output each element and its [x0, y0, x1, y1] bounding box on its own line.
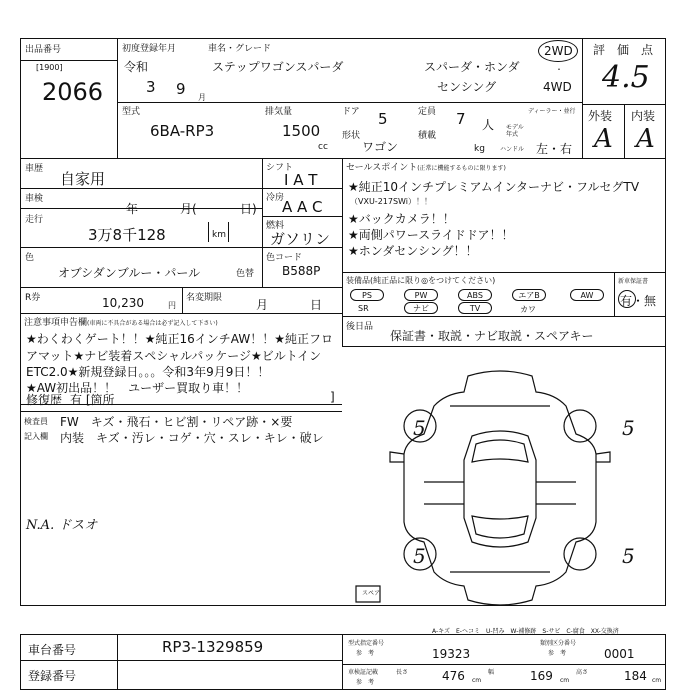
note-line-2: アマット★ナビ装着スペシャルパッケージ★ビルトイン: [26, 349, 322, 363]
repair-bracket-close: ]: [330, 390, 335, 404]
footer-right-split: [342, 634, 343, 690]
type-number: 19323: [432, 647, 471, 661]
load-label: 積載: [418, 131, 437, 141]
ac-value: A A C: [282, 198, 323, 216]
km-divider-left: [208, 222, 209, 242]
tire-mark-front-left: 5: [413, 416, 426, 440]
inspector-int-label: 記入欄: [24, 432, 48, 441]
sales-points-title: セールスポイント: [346, 163, 418, 173]
mileage: 3万8千128: [88, 226, 166, 244]
rule-equip-bottom: [342, 316, 666, 317]
rule-notes-top: [20, 313, 342, 314]
interior-label: 内装: [631, 109, 656, 123]
footer-left-split: [117, 634, 118, 690]
inspection-label: 車検: [25, 194, 44, 204]
rule-title-left: [182, 287, 183, 313]
equip-tv: TV: [458, 302, 492, 314]
interior-grade: A: [636, 124, 655, 154]
first-registration-label: 初度登録年月: [122, 44, 177, 54]
equipment-label: [346, 275, 495, 286]
width-value: 169: [530, 669, 553, 683]
width-label: 幅: [488, 669, 495, 676]
tire-mark-rear-left: 5: [413, 544, 426, 568]
rule-history-b: [20, 208, 262, 209]
fuel-value: ガソリン: [270, 230, 331, 248]
length-label: 長さ: [396, 669, 409, 676]
equip-pw: PW: [404, 289, 438, 301]
inspector-int-row: 内装 キズ・汚レ・コゲ・穴・スレ・キレ・破レ: [60, 431, 324, 445]
handle-side: 左・右: [536, 142, 573, 156]
recycle-value: 10,230: [102, 296, 144, 310]
recycle-yen: 円: [168, 301, 176, 310]
overall-score: 4.5: [602, 60, 650, 95]
repair-value: 有 [箇所: [70, 393, 115, 407]
notes-title: 注意事項申告欄: [24, 318, 88, 328]
sales-point-3: ★バックカメラ！！: [348, 212, 455, 226]
handle-label: ハンドル: [500, 146, 525, 153]
color-value: オブシダンブルー・パール: [58, 266, 201, 280]
dealer-label: ディーラー・並行: [528, 108, 576, 115]
reg-year: 3: [146, 78, 156, 96]
sales-point-2: （VXU-217SWi）！！: [350, 197, 432, 206]
equipment-title: 装備品: [346, 276, 370, 285]
score-label: 評 価 点: [593, 43, 654, 57]
cc-unit: cc: [318, 142, 328, 152]
equip-abs: ABS: [458, 289, 492, 301]
person-unit: 人: [482, 118, 495, 132]
tire-mark-rear-right: 5: [622, 544, 635, 568]
class-number-sub: 参 考: [548, 650, 567, 657]
inspection-year: 年: [126, 202, 139, 216]
capacity-label: 定員: [418, 107, 437, 117]
height-label: 高さ: [576, 669, 589, 676]
car-name: ステップワゴンスパーダ: [212, 60, 344, 74]
height-value: 184: [624, 669, 647, 683]
equip-sr: SR: [358, 304, 369, 313]
equipment-note: (純正品に限り◎をつけてください): [370, 276, 496, 285]
model-code: 6BA-RP3: [150, 122, 215, 140]
rule-after-bottom: [342, 346, 666, 347]
history-value: 自家用: [60, 170, 106, 188]
equip-aw: AW: [570, 289, 604, 301]
model-label: 型式: [122, 107, 141, 117]
lot-number: 2066: [42, 78, 104, 106]
notes-label: [24, 315, 218, 328]
chassis-label: 車台番号: [28, 643, 77, 657]
model-year-label: モデル年式: [506, 124, 524, 138]
footer-right-rule: [342, 664, 666, 665]
displacement-label: 排気量: [265, 107, 293, 117]
sales-points-note: (正常に機能するものに限ります): [417, 165, 506, 172]
car-damage-diagram: [350, 362, 650, 612]
km-unit: km: [212, 230, 226, 240]
rule-score-split: [624, 104, 625, 158]
rule-colorcode-left: [262, 247, 263, 287]
shift-value: I A T: [284, 171, 318, 189]
equip-navi: ナビ: [404, 302, 438, 314]
color-label: 色: [25, 253, 35, 263]
equip-ps: PS: [350, 289, 384, 301]
title-day: 日: [310, 298, 323, 312]
drive-2wd: 2WD: [544, 44, 573, 58]
title-month: 月: [256, 298, 269, 312]
inspector-ext-label: 検査員: [24, 417, 48, 426]
after-items-label: 後日品: [346, 322, 374, 332]
rule-score-left: [582, 38, 583, 158]
equip-leather: カワ: [520, 305, 536, 314]
tire-mark-front-right: 5: [622, 416, 635, 440]
fuel-label: 燃料: [266, 221, 285, 231]
length-value: 476: [442, 669, 465, 683]
footer-row-rule: [20, 660, 342, 661]
height-unit: cm: [652, 677, 662, 684]
equip-airbag: エアB: [512, 289, 546, 301]
color-code: B588P: [282, 264, 321, 278]
note-line-3: ETC2.0★新規登録日。。。令和3年9月9日！！: [26, 365, 270, 379]
color-change-label: 色替: [236, 269, 255, 279]
damage-legend: A-キズ E-ヘコミ U-凹み W-補修跡 S-サビ C-腐食 XX-交換済: [432, 628, 619, 635]
warranty-value: 有・無: [620, 294, 657, 308]
rule-inspector-top: [20, 411, 342, 412]
notes-subtitle: (車両に不具合がある場合は必ず記入して下さい): [87, 320, 218, 327]
note-line-4: ★AW初出品！！ ユーザー買取り車！！: [26, 381, 249, 395]
drive-4wd: 4WD: [543, 80, 572, 94]
displacement: 1500: [282, 122, 321, 140]
rule-lot-right: [117, 38, 118, 158]
body-shape: ワゴン: [362, 140, 399, 154]
inspector-signature: N.A. ドスオ: [26, 518, 98, 533]
sales-point-1: ★純正10インチプレミアムインターナビ・フルセグTV: [348, 180, 640, 194]
reg-month: 9: [176, 80, 186, 98]
era: 令和: [124, 60, 149, 74]
size-sub: 参 考: [356, 679, 375, 686]
reg-month-unit: 月: [198, 93, 206, 102]
registration-label: 登録番号: [28, 669, 77, 683]
shift-label: シフト: [266, 163, 294, 173]
rule-equip-right: [614, 272, 615, 316]
lot-number-label: 出品番号: [25, 45, 62, 55]
inspector-ext-row: FW キズ・飛石・ヒビ割・リペア跡・×要: [60, 415, 293, 429]
ac-label: 冷房: [266, 193, 285, 203]
rule-shift-b: [262, 216, 342, 217]
history-label: 車歴: [25, 164, 44, 174]
sales-points-label: [346, 160, 506, 173]
type-number-label: 型式指定番号: [348, 640, 385, 647]
grade-line-1: スパーダ・ホンダ: [424, 60, 520, 74]
drive-dot: ・: [555, 65, 563, 74]
spare-label: スペア: [362, 590, 381, 597]
rule-header-bottom: [20, 158, 666, 159]
rule-model-top: [117, 102, 582, 103]
chassis-number: RP3-1329859: [162, 638, 264, 656]
doors: 5: [378, 110, 388, 128]
type-number-sub: 参 考: [356, 650, 375, 657]
class-number: 0001: [604, 647, 635, 661]
mileage-label: 走行: [25, 215, 44, 225]
shape-label: 形状: [342, 131, 361, 141]
width-unit: cm: [560, 677, 570, 684]
size-label: 車検証記載: [348, 669, 379, 676]
repair-history: [26, 391, 115, 408]
kg-unit: kg: [474, 144, 485, 154]
title-deadline-label: 名変期限: [186, 293, 223, 303]
recycle-label: R券: [25, 293, 41, 303]
class-number-label: 類別区分番号: [540, 640, 577, 647]
repair-label: 修復歴: [26, 393, 63, 407]
rule-lot-mid: [20, 60, 117, 61]
sales-point-5: ★ホンダセンシング！！: [348, 244, 478, 258]
rule-mid: [342, 158, 343, 346]
rule-mileage-right: [262, 158, 263, 247]
lot-sub-number: [1900]: [36, 63, 63, 72]
inspection-day: 日): [240, 202, 257, 216]
rule-history-a: [20, 188, 262, 189]
sales-point-4: ★両側パワースライドドア！！: [348, 228, 514, 242]
exterior-grade: A: [594, 124, 613, 154]
note-line-1: ★わくわくゲート！！★純正16インチAW！！★純正フロ: [26, 332, 333, 346]
car-name-label: 車名・グレード: [208, 44, 272, 54]
doors-label: ドア: [342, 107, 360, 117]
warranty-label: 新車保証書: [618, 278, 649, 285]
length-unit: cm: [472, 677, 482, 684]
km-divider-right: [228, 222, 229, 242]
grade-line-2: センシング: [437, 80, 497, 94]
inspection-month: 月(: [180, 202, 197, 216]
capacity: 7: [456, 110, 466, 128]
rule-recycle-top: [20, 287, 342, 288]
color-code-label: 色コード: [266, 253, 303, 263]
rule-sales-bottom: [342, 272, 666, 273]
after-items-value: 保証書・取説・ナビ取説・スペアキー: [390, 329, 594, 343]
exterior-label: 外装: [588, 109, 613, 123]
